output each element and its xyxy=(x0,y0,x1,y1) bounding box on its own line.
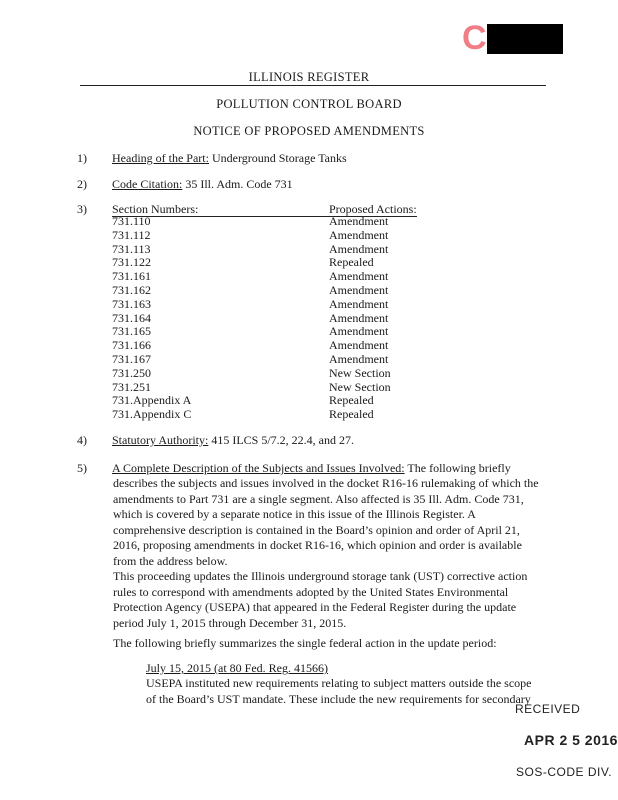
section-table xyxy=(0,215,618,425)
section-number: 731.165 xyxy=(112,324,151,339)
section-number: 731.112 xyxy=(112,227,151,242)
federal-action-line: of the Board’s UST mandate. These include the new requirements for secondary xyxy=(146,691,531,706)
proposed-action: Amendment xyxy=(329,296,389,311)
section-number: 731.Appendix C xyxy=(112,407,192,422)
stamp-letter: C xyxy=(462,19,487,57)
proposed-action: Amendment xyxy=(329,227,389,242)
notice-title: NOTICE OF PROPOSED AMENDMENTS xyxy=(193,124,425,138)
item-4-value: 415 ILCS 5/7.2, 22.4, and 27. xyxy=(211,433,355,447)
description-line: comprehensive description is contained in the Board’s opinion and order of April 21, xyxy=(113,522,520,537)
item-2-value: 35 Ill. Adm. Code 731 xyxy=(185,177,293,191)
update-paragraph xyxy=(113,569,553,631)
received-stamp-label: RECEIVED xyxy=(515,702,581,716)
proposed-action: Amendment xyxy=(329,283,389,297)
proposed-action: New Section xyxy=(329,365,391,380)
item-4-number: 4) xyxy=(77,433,87,447)
section-number: 731.250 xyxy=(112,365,151,380)
section-number: 731.164 xyxy=(112,310,151,325)
summary-intro: The following briefly summarizes the single federal action in the update period: xyxy=(113,636,497,650)
proposed-action: New Section xyxy=(329,379,391,394)
section-number: 731.113 xyxy=(112,241,151,256)
proposed-action: Amendment xyxy=(329,241,389,256)
item-4-label: Statutory Authority: xyxy=(112,433,209,447)
section-number: 731.251 xyxy=(112,379,151,394)
section-number: 731.163 xyxy=(112,296,151,311)
proposed-action: Amendment xyxy=(329,310,389,325)
item-2-number: 2) xyxy=(77,177,87,191)
received-stamp-date: APR 2 5 2016 xyxy=(524,732,618,748)
proposed-action: Amendment xyxy=(329,269,389,284)
section-number: 731.161 xyxy=(112,269,151,284)
section-numbers-heading: Section Numbers: xyxy=(112,202,199,216)
item-1-number: 1) xyxy=(77,151,87,165)
description-line: describes the subjects and issues involved in the docket R16-16 rulemaking of which the xyxy=(113,476,539,490)
federal-action-heading: July 15, 2015 (at 80 Fed. Reg. 41566) xyxy=(146,661,328,675)
description-line: 2016, proposing amendments in docket R16-16, which opinion and order is available xyxy=(113,538,522,553)
proposed-action: Amendment xyxy=(329,352,389,366)
item-2-label: Code Citation: xyxy=(112,177,183,191)
item-5 xyxy=(112,461,511,476)
proposed-actions-heading: Proposed Actions: xyxy=(329,202,417,216)
update-paragraph-line: rules to correspond with amendments adopted by the United States Environmental xyxy=(113,584,509,599)
update-paragraph-line: This proceeding updates the Illinois underground storage tank (UST) corrective action xyxy=(113,569,528,583)
item-2 xyxy=(112,177,293,192)
proposed-action: Amendment xyxy=(329,338,389,353)
register-title: ILLINOIS REGISTER xyxy=(248,70,370,84)
redaction-box xyxy=(487,24,563,54)
item-5-value: The following briefly xyxy=(407,461,511,475)
federal-action-line: USEPA instituted new requirements relating to subject matters outside the scope xyxy=(146,676,532,690)
proposed-action: Repealed xyxy=(329,393,374,408)
received-stamp-office: SOS-CODE DIV. xyxy=(516,765,613,779)
proposed-action: Amendment xyxy=(329,324,389,339)
item-5-label: A Complete Description of the Subjects and Issues Involved: xyxy=(112,461,405,475)
description-line: which is covered by a separate notice in this issue of the Illinois Register. A xyxy=(113,507,476,522)
section-number: 731.Appendix A xyxy=(112,393,192,408)
item-1-value: Underground Storage Tanks xyxy=(211,151,347,165)
update-paragraph-line: Protection Agency (USEPA) that appeared in the Federal Register during the update xyxy=(113,600,517,615)
description-paragraph xyxy=(113,476,553,570)
proposed-action: Repealed xyxy=(329,255,374,270)
section-number: 731.167 xyxy=(112,352,151,366)
description-line: from the address below. xyxy=(113,553,228,568)
update-paragraph-line: period July 1, 2015 through December 31, 2015. xyxy=(113,615,347,630)
item-5-number: 5) xyxy=(77,461,87,475)
item-4 xyxy=(112,433,354,448)
board-title: POLLUTION CONTROL BOARD xyxy=(216,97,402,111)
item-1 xyxy=(112,151,347,166)
item-1-label: Heading of the Part: xyxy=(112,151,209,165)
section-number: 731.166 xyxy=(112,338,151,353)
section-number: 731.110 xyxy=(112,214,151,228)
proposed-action: Repealed xyxy=(329,407,374,422)
proposed-action: Amendment xyxy=(329,214,389,228)
description-line: amendments to Part 731 are a single segment. Also affected is 35 Ill. Adm. Code 731, xyxy=(113,491,524,506)
section-number: 731.162 xyxy=(112,283,151,297)
federal-action-text xyxy=(146,676,566,707)
header-rule xyxy=(80,85,546,86)
item-3-number: 3) xyxy=(77,202,87,216)
section-number: 731.122 xyxy=(112,255,151,270)
